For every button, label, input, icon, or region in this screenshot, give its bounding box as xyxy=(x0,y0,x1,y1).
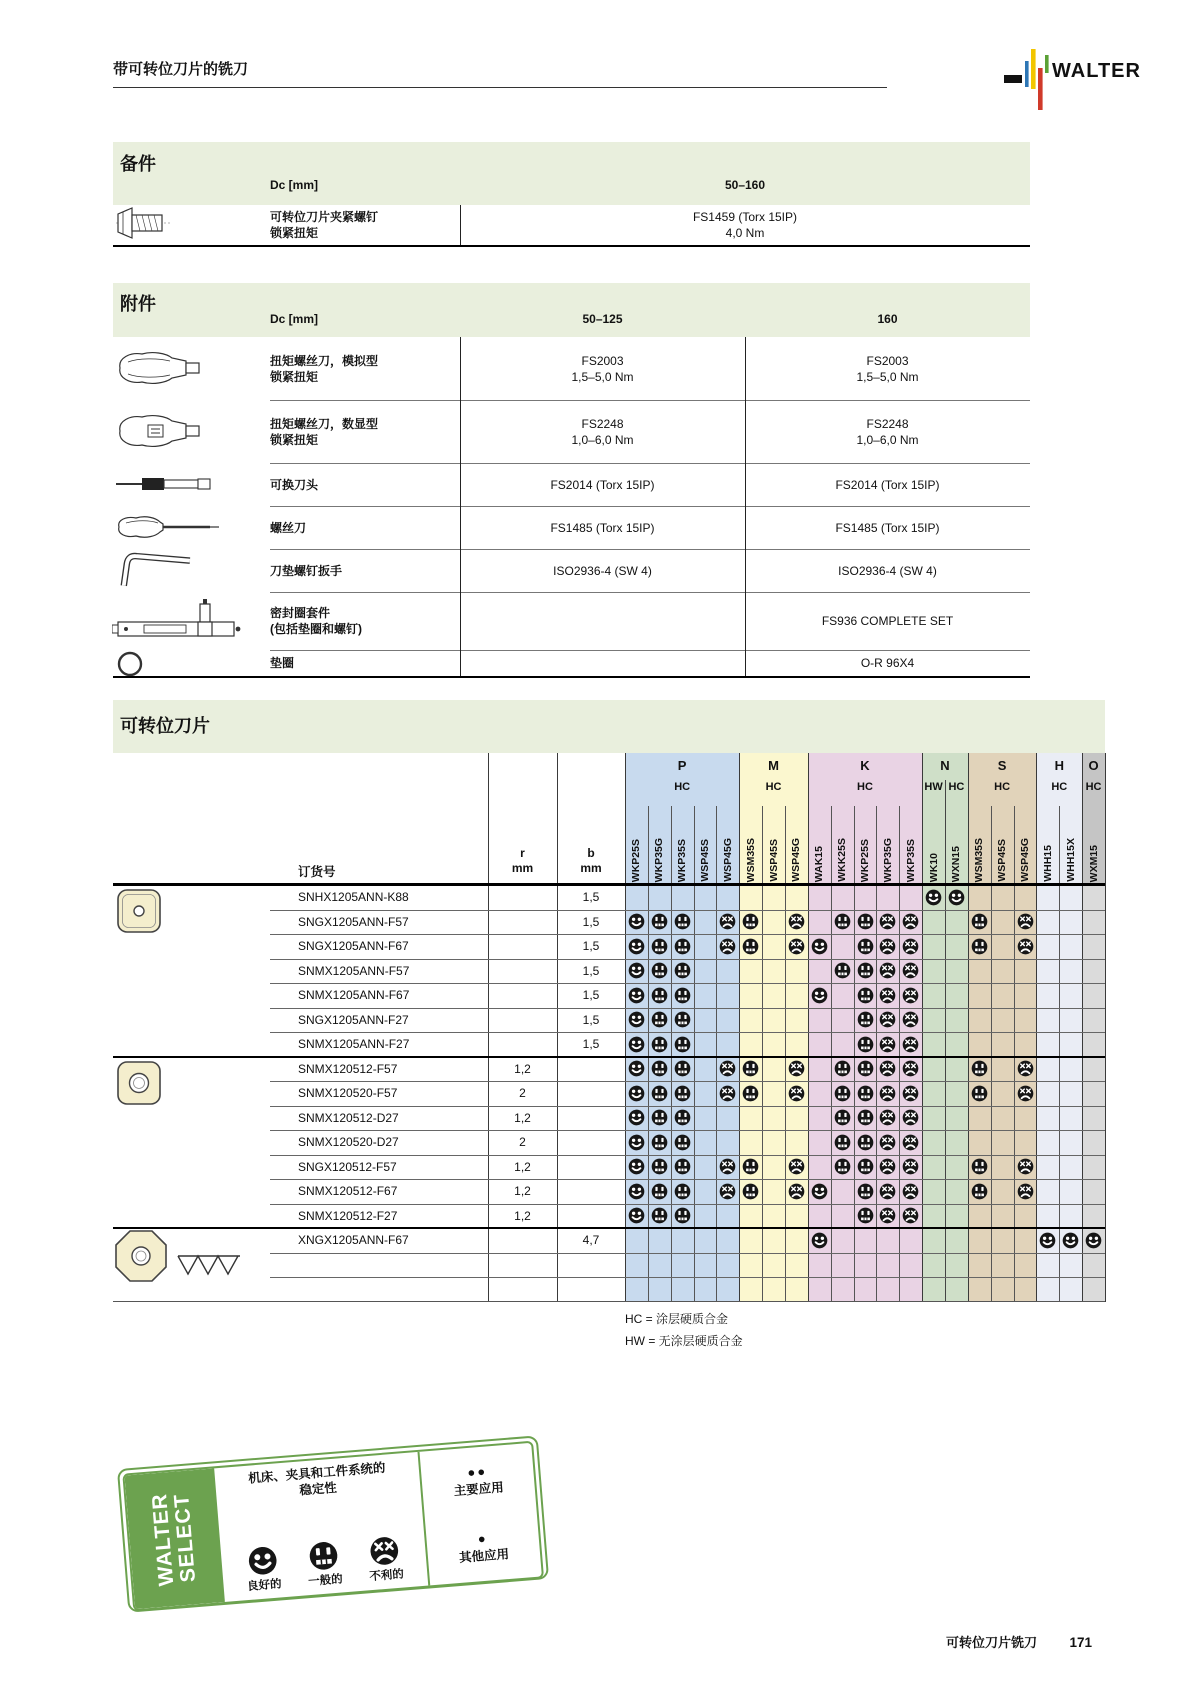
grade-col-label: WKP35G xyxy=(653,837,666,882)
order-number: SNHX1205ANN-K88 xyxy=(298,890,409,904)
order-number: SNGX1205ANN-F67 xyxy=(298,939,409,953)
grade-group-coating: HC xyxy=(1051,781,1068,793)
badge-stability-line1: 机床、夹具和工件系统的 xyxy=(247,1460,386,1486)
suitability-avg-face-icon xyxy=(857,913,874,930)
grade-col-label: WSP45G xyxy=(790,838,803,882)
suitability-bad-face-icon xyxy=(879,1207,896,1224)
accessory-value-col2: FS936 COMPLETE SET xyxy=(821,614,954,628)
h-rule xyxy=(113,1227,1105,1230)
h-rule xyxy=(270,1253,1105,1254)
v-rule xyxy=(922,753,923,1302)
suitability-good-face-icon xyxy=(925,889,942,906)
h-rule xyxy=(270,1081,1105,1082)
r-value: 1,2 xyxy=(514,1208,531,1223)
suitability-bad-face-icon xyxy=(788,1060,805,1077)
suitability-bad-face-icon xyxy=(902,1036,919,1053)
suitability-avg-face-icon xyxy=(674,1109,691,1126)
spare-parts-row-label: 可转位刀片夹紧螺钉 锁紧扭矩 xyxy=(270,210,379,240)
order-number: SNMX1205ANN-F27 xyxy=(298,1037,410,1051)
suitability-good-face-icon xyxy=(628,938,645,955)
suitability-good-face-icon xyxy=(628,987,645,1004)
suitability-bad-face-icon xyxy=(1017,1060,1034,1077)
accessory-value-col1: FS2003 1,5–5,0 Nm xyxy=(571,353,634,384)
suitability-bad-face-icon xyxy=(902,1109,919,1126)
v-rule xyxy=(808,753,809,1302)
h-rule xyxy=(270,463,1030,464)
suitability-avg-face-icon xyxy=(651,938,668,955)
suitability-avg-face-icon xyxy=(971,1158,988,1175)
v-rule xyxy=(745,337,746,676)
suitability-bad-face-icon xyxy=(879,987,896,1004)
h-rule xyxy=(270,1008,1105,1009)
suitability-avg-face-icon xyxy=(742,1060,759,1077)
suitability-avg-face-icon xyxy=(742,938,759,955)
accessory-value-col2: ISO2936-4 (SW 4) xyxy=(838,563,937,578)
b-value: 1,5 xyxy=(582,1037,600,1051)
suitability-bad-face-icon xyxy=(788,1183,805,1200)
grade-col-label: WKP35S xyxy=(904,838,917,882)
legend-hw: HW = 无涂层硬质合金 xyxy=(625,1334,743,1348)
suitability-avg-face-icon xyxy=(674,1134,691,1151)
suitability-good-face-icon xyxy=(628,913,645,930)
suitability-bad-face-icon xyxy=(1017,938,1034,955)
suitability-bad-face-icon xyxy=(902,1207,919,1224)
accessory-row-label: 刀垫螺钉扳手 xyxy=(270,563,343,578)
badge-brand-block xyxy=(124,1468,224,1609)
suitability-avg-face-icon xyxy=(834,1158,851,1175)
r-value: 1,2 xyxy=(514,1159,531,1174)
accessory-value-col1 xyxy=(460,592,745,650)
r-value: 1,2 xyxy=(514,1061,531,1076)
accessory-row-label: 垫圈 xyxy=(270,656,295,670)
suitability-avg-face-icon xyxy=(971,938,988,955)
suitability-avg-face-icon xyxy=(674,987,691,1004)
suitability-bad-face-icon xyxy=(879,938,896,955)
accessory-value-col1 xyxy=(460,650,745,676)
inserts-title: 可转位刀片 xyxy=(120,716,210,736)
suitability-avg-face-icon xyxy=(742,1085,759,1102)
h-rule xyxy=(270,1179,1105,1180)
accessory-value-col2: FS2003 1,5–5,0 Nm xyxy=(856,353,919,384)
b-value: 1,5 xyxy=(582,988,600,1002)
suitability-avg-face-icon xyxy=(651,1109,668,1126)
grade-col-label: WK10 xyxy=(927,852,940,882)
grade-group-coating: HC xyxy=(857,781,873,793)
h-rule xyxy=(270,1155,1105,1156)
suitability-avg-face-icon xyxy=(857,987,874,1004)
footer-page-number: 171 xyxy=(1069,1635,1092,1650)
grade-col-label: WHH15 xyxy=(1041,845,1054,882)
suitability-avg-face-icon xyxy=(742,913,759,930)
v-rule xyxy=(1082,753,1083,1302)
h-rule xyxy=(113,676,1030,678)
grade-group-coating: HC xyxy=(765,781,782,793)
b-value: 1,5 xyxy=(582,914,600,929)
suitability-good-face-icon xyxy=(628,1060,645,1077)
suitability-avg-face-icon xyxy=(857,1060,874,1077)
suitability-avg-face-icon xyxy=(971,913,988,930)
suitability-avg-face-icon xyxy=(834,1134,851,1151)
grade-col-label: WXN15 xyxy=(950,845,963,882)
order-number: SNMX1205ANN-F57 xyxy=(298,963,410,978)
v-rule xyxy=(1105,753,1106,1302)
primary-application-dots: ●● xyxy=(466,1463,488,1481)
suitability-bad-face-icon xyxy=(879,1011,896,1028)
suitability-avg-face-icon xyxy=(674,1085,691,1102)
suitability-avg-face-icon xyxy=(742,1158,759,1175)
v-rule xyxy=(625,753,626,1302)
suitability-good-face-icon xyxy=(948,889,965,906)
suitability-avg-face-icon xyxy=(674,913,691,930)
suitability-bad-face-icon xyxy=(719,1085,736,1102)
b-value: 1,5 xyxy=(582,939,600,953)
suitability-bad-face-icon xyxy=(879,913,896,930)
suitability-avg-face-icon xyxy=(857,962,874,979)
suitability-bad-face-icon xyxy=(1017,913,1034,930)
accessory-value-col2: FS2014 (Torx 15IP) xyxy=(835,477,940,492)
suitability-avg-face-icon xyxy=(674,962,691,979)
suitability-bad-face-icon xyxy=(902,1158,919,1175)
b-value: 1,5 xyxy=(582,963,600,978)
suitability-avg-face-icon xyxy=(971,1060,988,1077)
suitability-bad-face-icon xyxy=(788,1085,805,1102)
suitability-bad-face-icon xyxy=(902,1183,919,1200)
order-number: SNGX1205ANN-F27 xyxy=(298,1012,409,1027)
suitability-bad-face-icon xyxy=(902,913,919,930)
h-rule xyxy=(270,400,1030,401)
suitability-avg-face-icon xyxy=(834,962,851,979)
accessory-value-col1: FS2014 (Torx 15IP) xyxy=(550,477,655,492)
suitability-bad-face-icon xyxy=(1017,1183,1034,1200)
grade-col-label: WSM35S xyxy=(744,837,757,882)
spare-parts-dc-label: Dc [mm] xyxy=(270,178,319,192)
suitability-avg-face-icon xyxy=(651,1183,668,1200)
h-rule xyxy=(113,1301,1105,1302)
suitability-avg-face-icon xyxy=(651,1011,668,1028)
suitability-bad-face-icon xyxy=(902,1085,919,1102)
suitability-avg-face-icon xyxy=(651,962,668,979)
h-rule xyxy=(270,1130,1105,1131)
r-value: 1,2 xyxy=(514,1184,531,1198)
badge-stability-block xyxy=(214,1452,428,1602)
suitability-avg-face-icon xyxy=(674,1036,691,1053)
grade-col-label: WHH15X xyxy=(1064,838,1077,882)
suitability-good-face-icon xyxy=(628,1134,645,1151)
suitability-bad-face-icon xyxy=(902,1011,919,1028)
suitability-good-face-icon xyxy=(628,962,645,979)
suitability-avg-face-icon xyxy=(834,1109,851,1126)
suitability-good-face-icon xyxy=(628,1085,645,1102)
suitability-good-face-icon xyxy=(628,1011,645,1028)
h-rule xyxy=(113,883,1105,886)
grade-group-coating: HC xyxy=(1085,781,1102,793)
page-footer xyxy=(880,1632,1092,1652)
spare-parts-col-header: 50–160 xyxy=(724,178,766,192)
h-rule xyxy=(270,650,1030,651)
accessories-title: 附件 xyxy=(120,294,156,314)
order-number: SNGX120512-F57 xyxy=(298,1159,397,1174)
suitability-bad-face-icon xyxy=(902,1060,919,1077)
order-number: SNMX120520-D27 xyxy=(298,1135,399,1149)
suitability-bad-face-icon xyxy=(879,1036,896,1053)
suitability-avg-face-icon xyxy=(857,1207,874,1224)
suitability-avg-face-icon xyxy=(857,1134,874,1151)
b-col-header: b mm xyxy=(580,846,602,875)
suitability-bad-face-icon xyxy=(879,962,896,979)
suitability-avg-face-icon xyxy=(651,913,668,930)
h-rule xyxy=(270,506,1030,507)
grade-group-letter: M xyxy=(768,758,779,773)
suitability-avg-face-icon xyxy=(857,1011,874,1028)
suitability-avg-face-icon xyxy=(834,1060,851,1077)
h-rule xyxy=(270,959,1105,960)
badge-avg-face: 一般的 xyxy=(305,1540,343,1590)
grade-col-label: WKP25S xyxy=(858,838,871,882)
suitability-bad-face-icon xyxy=(902,962,919,979)
grade-group-coating: HC xyxy=(948,781,965,793)
suitability-avg-face-icon xyxy=(857,1085,874,1102)
suitability-good-face-icon xyxy=(811,938,828,955)
suitability-avg-face-icon xyxy=(674,1158,691,1175)
order-number: SNMX120512-D27 xyxy=(298,1110,399,1125)
suitability-bad-face-icon xyxy=(719,1060,736,1077)
grade-group-letter: N xyxy=(940,758,950,773)
suitability-avg-face-icon xyxy=(674,1207,691,1224)
h-rule xyxy=(270,983,1105,984)
primary-application-label: 主要应用 xyxy=(453,1480,505,1499)
badge-application-block xyxy=(417,1443,541,1586)
other-application-dots: ● xyxy=(477,1530,489,1547)
order-number: SNMX120512-F27 xyxy=(298,1208,398,1223)
accessory-value-col1: FS1485 (Torx 15IP) xyxy=(550,520,655,535)
suitability-bad-face-icon xyxy=(719,1183,736,1200)
suitability-good-face-icon xyxy=(1062,1232,1079,1249)
suitability-avg-face-icon xyxy=(651,1060,668,1077)
grade-col-label: WSP45S xyxy=(996,839,1009,882)
suitability-bad-face-icon xyxy=(719,938,736,955)
order-number: SNGX1205ANN-F57 xyxy=(298,914,409,929)
accessory-row-label: 扭矩螺丝刀，数显型 锁紧扭矩 xyxy=(270,416,379,447)
b-value: 1,5 xyxy=(582,890,600,904)
order-number: SNMX120520-F57 xyxy=(298,1086,398,1100)
suitability-avg-face-icon xyxy=(971,1183,988,1200)
walter-logo-text: WALTER xyxy=(1052,60,1141,82)
accessory-row-label: 螺丝刀 xyxy=(270,520,307,535)
grade-group-letter: S xyxy=(997,758,1007,773)
suitability-avg-face-icon xyxy=(857,1158,874,1175)
suitability-avg-face-icon xyxy=(857,1036,874,1053)
b-value: 4,7 xyxy=(582,1233,600,1247)
h-rule xyxy=(270,1277,1105,1278)
other-application-label: 其他应用 xyxy=(458,1547,510,1565)
h-rule xyxy=(270,1106,1105,1107)
suitability-bad-face-icon xyxy=(788,1158,805,1175)
suitability-good-face-icon xyxy=(1085,1232,1102,1249)
suitability-avg-face-icon xyxy=(834,1085,851,1102)
suitability-bad-face-icon xyxy=(719,913,736,930)
order-number: SNMX120512-F67 xyxy=(298,1184,398,1198)
suitability-good-face-icon xyxy=(628,1183,645,1200)
suitability-avg-face-icon xyxy=(651,1207,668,1224)
suitability-bad-face-icon xyxy=(879,1109,896,1126)
suitability-avg-face-icon xyxy=(857,938,874,955)
badge-brand-line1: WALTER xyxy=(147,1492,179,1587)
grade-col-label: WSP45S xyxy=(698,839,711,882)
suitability-avg-face-icon xyxy=(857,1109,874,1126)
grade-group-coating: HW xyxy=(924,781,943,793)
accessories-col-header-2: 160 xyxy=(877,312,898,326)
suitability-bad-face-icon xyxy=(879,1134,896,1151)
grade-group-letter: P xyxy=(677,758,687,773)
suitability-avg-face-icon xyxy=(674,1060,691,1077)
suitability-bad-face-icon xyxy=(902,1134,919,1151)
h-rule xyxy=(270,934,1105,935)
grade-col-label: WKP35G xyxy=(881,837,894,882)
legend-hc: HC = 涂层硬质合金 xyxy=(625,1312,729,1326)
suitability-avg-face-icon xyxy=(742,1183,759,1200)
grade-group-coating: HC xyxy=(674,781,691,793)
grade-col-label: WSM35S xyxy=(973,837,986,882)
accessory-row-label: 密封圈套件 (包括垫圈和螺钉) xyxy=(270,606,362,636)
suitability-good-face-icon xyxy=(811,1232,828,1249)
suitability-avg-face-icon xyxy=(971,1085,988,1102)
accessory-row-label: 可换刀头 xyxy=(270,477,319,492)
grade-group-coating: HC xyxy=(994,781,1011,793)
suitability-good-face-icon xyxy=(811,1183,828,1200)
suitability-bad-face-icon xyxy=(879,1183,896,1200)
suitability-avg-face-icon xyxy=(857,1183,874,1200)
grade-col-label: WXM15 xyxy=(1087,844,1100,882)
suitability-bad-face-icon xyxy=(879,1158,896,1175)
suitability-good-face-icon xyxy=(811,987,828,1004)
spare-parts-row-value: FS1459 (Torx 15IP) 4,0 Nm xyxy=(692,210,798,240)
suitability-bad-face-icon xyxy=(719,1158,736,1175)
suitability-avg-face-icon xyxy=(651,1134,668,1151)
accessories-col-header-1: 50–125 xyxy=(582,312,623,326)
grade-group-letter: K xyxy=(860,758,870,773)
badge-bad-face: 不利的 xyxy=(366,1535,404,1585)
h-rule xyxy=(270,592,1030,593)
suitability-bad-face-icon xyxy=(902,987,919,1004)
page-title: 带可转位刀片的铣刀 xyxy=(113,61,249,78)
footer-section-label: 可转位刀片铣刀 xyxy=(946,1635,1038,1650)
suitability-avg-face-icon xyxy=(674,938,691,955)
r-value: 2 xyxy=(519,1135,526,1149)
suitability-good-face-icon xyxy=(628,1109,645,1126)
h-rule xyxy=(270,1032,1105,1033)
accessory-value-col1: FS2248 1,0–6,0 Nm xyxy=(571,416,634,447)
suitability-bad-face-icon xyxy=(1017,1158,1034,1175)
suitability-avg-face-icon xyxy=(834,913,851,930)
grade-col-label: WKK25S xyxy=(836,838,849,882)
accessory-value-col2: O-R 96X4 xyxy=(860,656,915,670)
suitability-avg-face-icon xyxy=(651,987,668,1004)
suitability-bad-face-icon xyxy=(879,1060,896,1077)
accessories-dc-label: Dc [mm] xyxy=(270,312,319,326)
accessory-row-label: 扭矩螺丝刀，模拟型 锁紧扭矩 xyxy=(270,353,379,384)
accessory-value-col2: FS2248 1,0–6,0 Nm xyxy=(856,416,919,447)
order-number: SNMX1205ANN-F67 xyxy=(298,988,410,1002)
suitability-avg-face-icon xyxy=(651,1158,668,1175)
suitability-avg-face-icon xyxy=(674,1011,691,1028)
suitability-good-face-icon xyxy=(628,1207,645,1224)
suitability-bad-face-icon xyxy=(1017,1085,1034,1102)
b-value: 1,5 xyxy=(582,1012,600,1027)
badge-good-face: 良好的 xyxy=(244,1544,282,1594)
v-rule xyxy=(460,337,461,676)
suitability-good-face-icon xyxy=(628,1036,645,1053)
order-number: SNMX120512-F57 xyxy=(298,1061,398,1076)
suitability-avg-face-icon xyxy=(674,1183,691,1200)
r-value: 1,2 xyxy=(514,1110,531,1125)
suitability-bad-face-icon xyxy=(902,938,919,955)
h-rule xyxy=(270,910,1105,911)
r-value: 2 xyxy=(519,1086,526,1100)
suitability-bad-face-icon xyxy=(879,1085,896,1102)
grade-col-label: WSP45S xyxy=(767,839,780,882)
grade-col-label: WSP45G xyxy=(1018,838,1031,882)
h-rule xyxy=(113,1056,1105,1059)
order-number: XNGX1205ANN-F67 xyxy=(298,1233,409,1247)
suitability-avg-face-icon xyxy=(651,1085,668,1102)
grade-col-label: WSP45G xyxy=(721,838,734,882)
h-rule xyxy=(270,549,1030,550)
v-rule xyxy=(1036,753,1037,1302)
accessory-value-col1: ISO2936-4 (SW 4) xyxy=(553,563,652,578)
accessory-value-col2: FS1485 (Torx 15IP) xyxy=(835,520,940,535)
suitability-good-face-icon xyxy=(1039,1232,1056,1249)
v-rule xyxy=(739,753,740,1302)
grade-group-letter: H xyxy=(1054,758,1064,773)
suitability-bad-face-icon xyxy=(788,913,805,930)
grade-col-label: WKP35S xyxy=(676,838,689,882)
v-rule xyxy=(968,753,969,1302)
suitability-good-face-icon xyxy=(628,1158,645,1175)
r-col-header: r mm xyxy=(511,846,534,875)
grade-col-label: WAK15 xyxy=(813,845,826,882)
grade-group-letter: O xyxy=(1088,758,1099,773)
grade-col-label: WKP25S xyxy=(630,838,643,882)
h-rule xyxy=(270,1204,1105,1205)
badge-brand-line2: SELECT xyxy=(170,1492,201,1584)
badge-stability-line2: 稳定性 xyxy=(298,1480,338,1498)
suitability-bad-face-icon xyxy=(788,938,805,955)
spare-parts-title: 备件 xyxy=(120,154,156,174)
suitability-avg-face-icon xyxy=(651,1036,668,1053)
order-col-header: 订货号 xyxy=(298,865,336,879)
